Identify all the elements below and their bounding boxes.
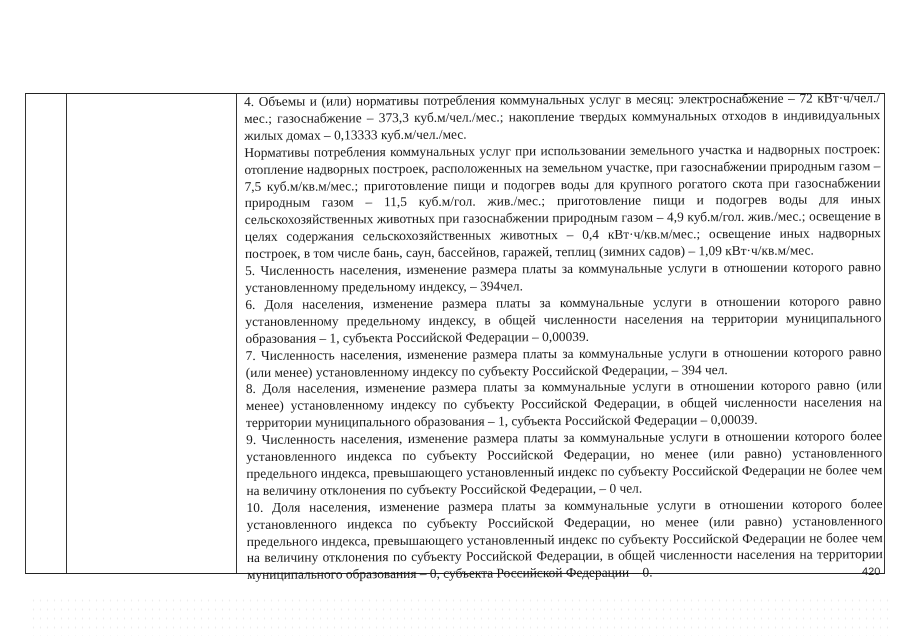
column-divider-1 [66,94,67,573]
document-table [25,90,885,583]
paragraph-volumes-norms: 4. Объемы и (или) нормативы потребления коммунальных услуг в месяц: электроснабжение – 72 кВт·ч/чел./мес.; газоснабжение – 373,3 куб.м/чел./мес.; накопление твердых коммунальных отходов в индивидуальных жилых домах – 0,13333 куб.м/чел./мес. [244,90,881,143]
paragraph-item-7: 7. Численность населения, изменение размера платы за коммунальные услуги в отношении которого равно (или менее) установленному индексу по субъекту Российской Федерации, – 394 чел. [245,343,882,380]
paragraph-item-9: 9. Численность населения, изменение размера платы за коммунальные услуги в отношении которого более установленного индекса по субъекту Российской Федерации, но менее (или равно) установленного предельного индекса, превышающего установленный индекс по субъекту Российской Федерации не более чем на величину отклонения по субъекту Российской Федерации, – 0 чел. [246,428,883,498]
paragraph-item-8: 8. Доля населения, изменение размера платы за коммунальные услуги в отношении которого равно (или менее) установленному индексу по субъекту Российской Федерации, в общей численности населения на территории муниципального образования – 1, субъекта Российской Федерации – 0,00039. [245,377,882,431]
column-divider-2 [236,94,237,573]
paragraph-item-5: 5. Численность населения, изменение размера платы за коммунальные услуги в отношении которого равно установленному предельному индексу, – 394чел. [245,259,882,295]
paragraph-land-norms: Нормативы потребления коммунальных услуг при использовании земельного участка и надворных построек: отопление надворных построек, расположенных на земельном участке, при газоснабжении природным газом – 7,5 куб.м/кв.м/мес.; приготовление пищи и подогрев воды для крупного рогатого скота при газоснабжении природным газом – 11,5 куб.м/гол. жив./мес.; приготовление пищи и подогрев воды для иных сельскохозяйственных животных при газоснабжении природным газом – 4,9 куб.м/гол. жив./мес.; освещение в целях содержания сельскохозяйственных животных – 0,4 кВт·ч/кв.м/мес.; освещение иных надворных построек, в том числе бань, саун, бассейнов, гаражей, теплиц (зимних садов) – 1,09 кВт·ч/кв.м/мес. [244,140,881,262]
paragraph-item-10: 10. Доля населения, изменение размера платы за коммунальные услуги в отношении которого более установленного индекса по субъекту Российской Федерации, но менее (или равно) установленного предельного индекса, превышающего установленный индекс по субъекту Российской Федерации не более чем на величину отклонения по субъекту Российской Федерации, в общей численности населения на территории муниципального образования – 0, субъекта Российской Федерации – 0. [246,495,883,583]
page-number: 420 [862,566,881,578]
paragraph-item-6: 6. Доля населения, изменение размера платы за коммунальные услуги в отношении которого равно установленному предельному индексу, в общей численности населения на территории муниципального образования – 1, субъекта Российской Федерации – 0,00039. [245,292,882,346]
scan-noise [30,596,890,636]
text-cell [244,90,883,584]
